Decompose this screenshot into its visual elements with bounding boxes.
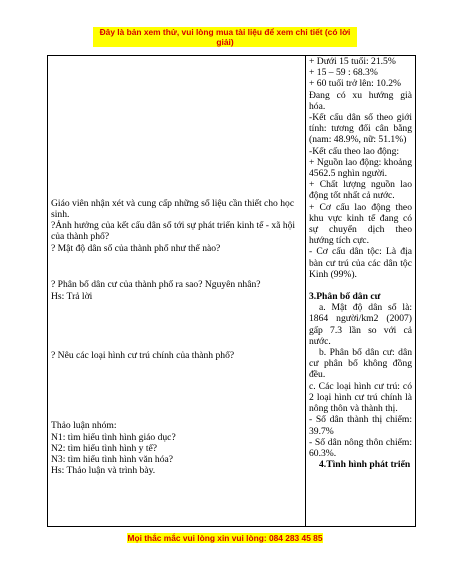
content-line: -Kết cấu theo lao động: bbox=[309, 145, 400, 157]
content-line: - Số dân nông thôn chiếm: 60.3%. bbox=[309, 436, 412, 459]
activity-text: Hs: Thảo luận và trình bày. bbox=[51, 465, 156, 476]
content-line: a. Mật độ dân số là: 1864 người/km2 (2007) gấp 7.3 lần so với cả nước. bbox=[309, 302, 412, 347]
content-line: - Cơ cấu dân tộc: Là địa bàn cư trú của các dân tộc Kinh (99%). bbox=[309, 246, 412, 280]
content-line: c. Các loại hình cư trú: có 2 loại hình cư trú chính là nông thôn và thành thị. bbox=[309, 380, 412, 415]
content-line: - Số dân thành thị chiếm: 39.7% bbox=[309, 414, 412, 437]
activity-text: N3: tìm hiểu tình hình văn hóa? bbox=[51, 454, 174, 465]
column-divider bbox=[305, 56, 306, 526]
activity-text: Thảo luận nhóm: bbox=[51, 420, 117, 431]
content-line: + Cơ cấu lao động theo khu vực kinh tế đang có sự chuyển dịch theo hướng tích cực. bbox=[309, 201, 412, 247]
content-line: + 15 – 59 : 68.3% bbox=[309, 67, 378, 79]
activity-text: ? Phân bố dân cư của thành phố ra sao? Nguyên nhân? bbox=[51, 279, 261, 290]
content-line: Đang có xu hướng già hóa. bbox=[309, 89, 412, 112]
content-line: + Dưới 15 tuổi: 21.5% bbox=[309, 56, 396, 67]
section-heading: 3.Phân bố dân cư bbox=[309, 291, 381, 303]
lesson-table bbox=[47, 55, 416, 527]
content-line: + Chất lượng nguồn lao động tốt nhất cả nước. bbox=[309, 179, 412, 202]
content-line: b. Phân bố dân cư: dân cư phân bố không đồng đều. bbox=[309, 347, 412, 381]
activity-text: N2: tìm hiểu tình hình y tế? bbox=[51, 443, 158, 454]
content-line: -Kết cấu dân số theo giới tính: tương đối cân bằng (nam: 48.9%, nữ: 51.1%) bbox=[309, 112, 412, 146]
content-line: + 60 tuổi trở lên: 10.2% bbox=[309, 78, 402, 90]
activity-text: N1: tìm hiểu tình hình giáo dục? bbox=[51, 432, 176, 443]
section-heading: 4.Tình hình phát triển bbox=[319, 459, 411, 471]
activity-text: ? Nêu các loại hình cư trú chính của thành phố? bbox=[51, 350, 235, 361]
content-column bbox=[309, 56, 412, 470]
contact-banner: Mọi thắc mắc vui lòng xin vui lòng: 084 283 45 85 bbox=[127, 533, 323, 543]
activity-text: ? Mật độ dân số của thành phố như thế nào? bbox=[51, 243, 221, 254]
activity-text: Giáo viên nhận xét và cung cấp những số liệu cần thiết cho học sinh. bbox=[51, 198, 295, 221]
activity-text: ?Ảnh hưởng của kết cấu dân số tới sự phát triển kinh tế - xã hội của thành phố? bbox=[51, 220, 296, 243]
preview-banner: Đây là bản xem thử, vui lòng mua tài liệu để xem chi tiết (có lời giải) bbox=[93, 27, 357, 47]
activity-text: Hs: Trả lời bbox=[51, 291, 93, 302]
content-line: + Nguồn lao động: khoảng 4562.5 nghìn người. bbox=[309, 156, 412, 180]
